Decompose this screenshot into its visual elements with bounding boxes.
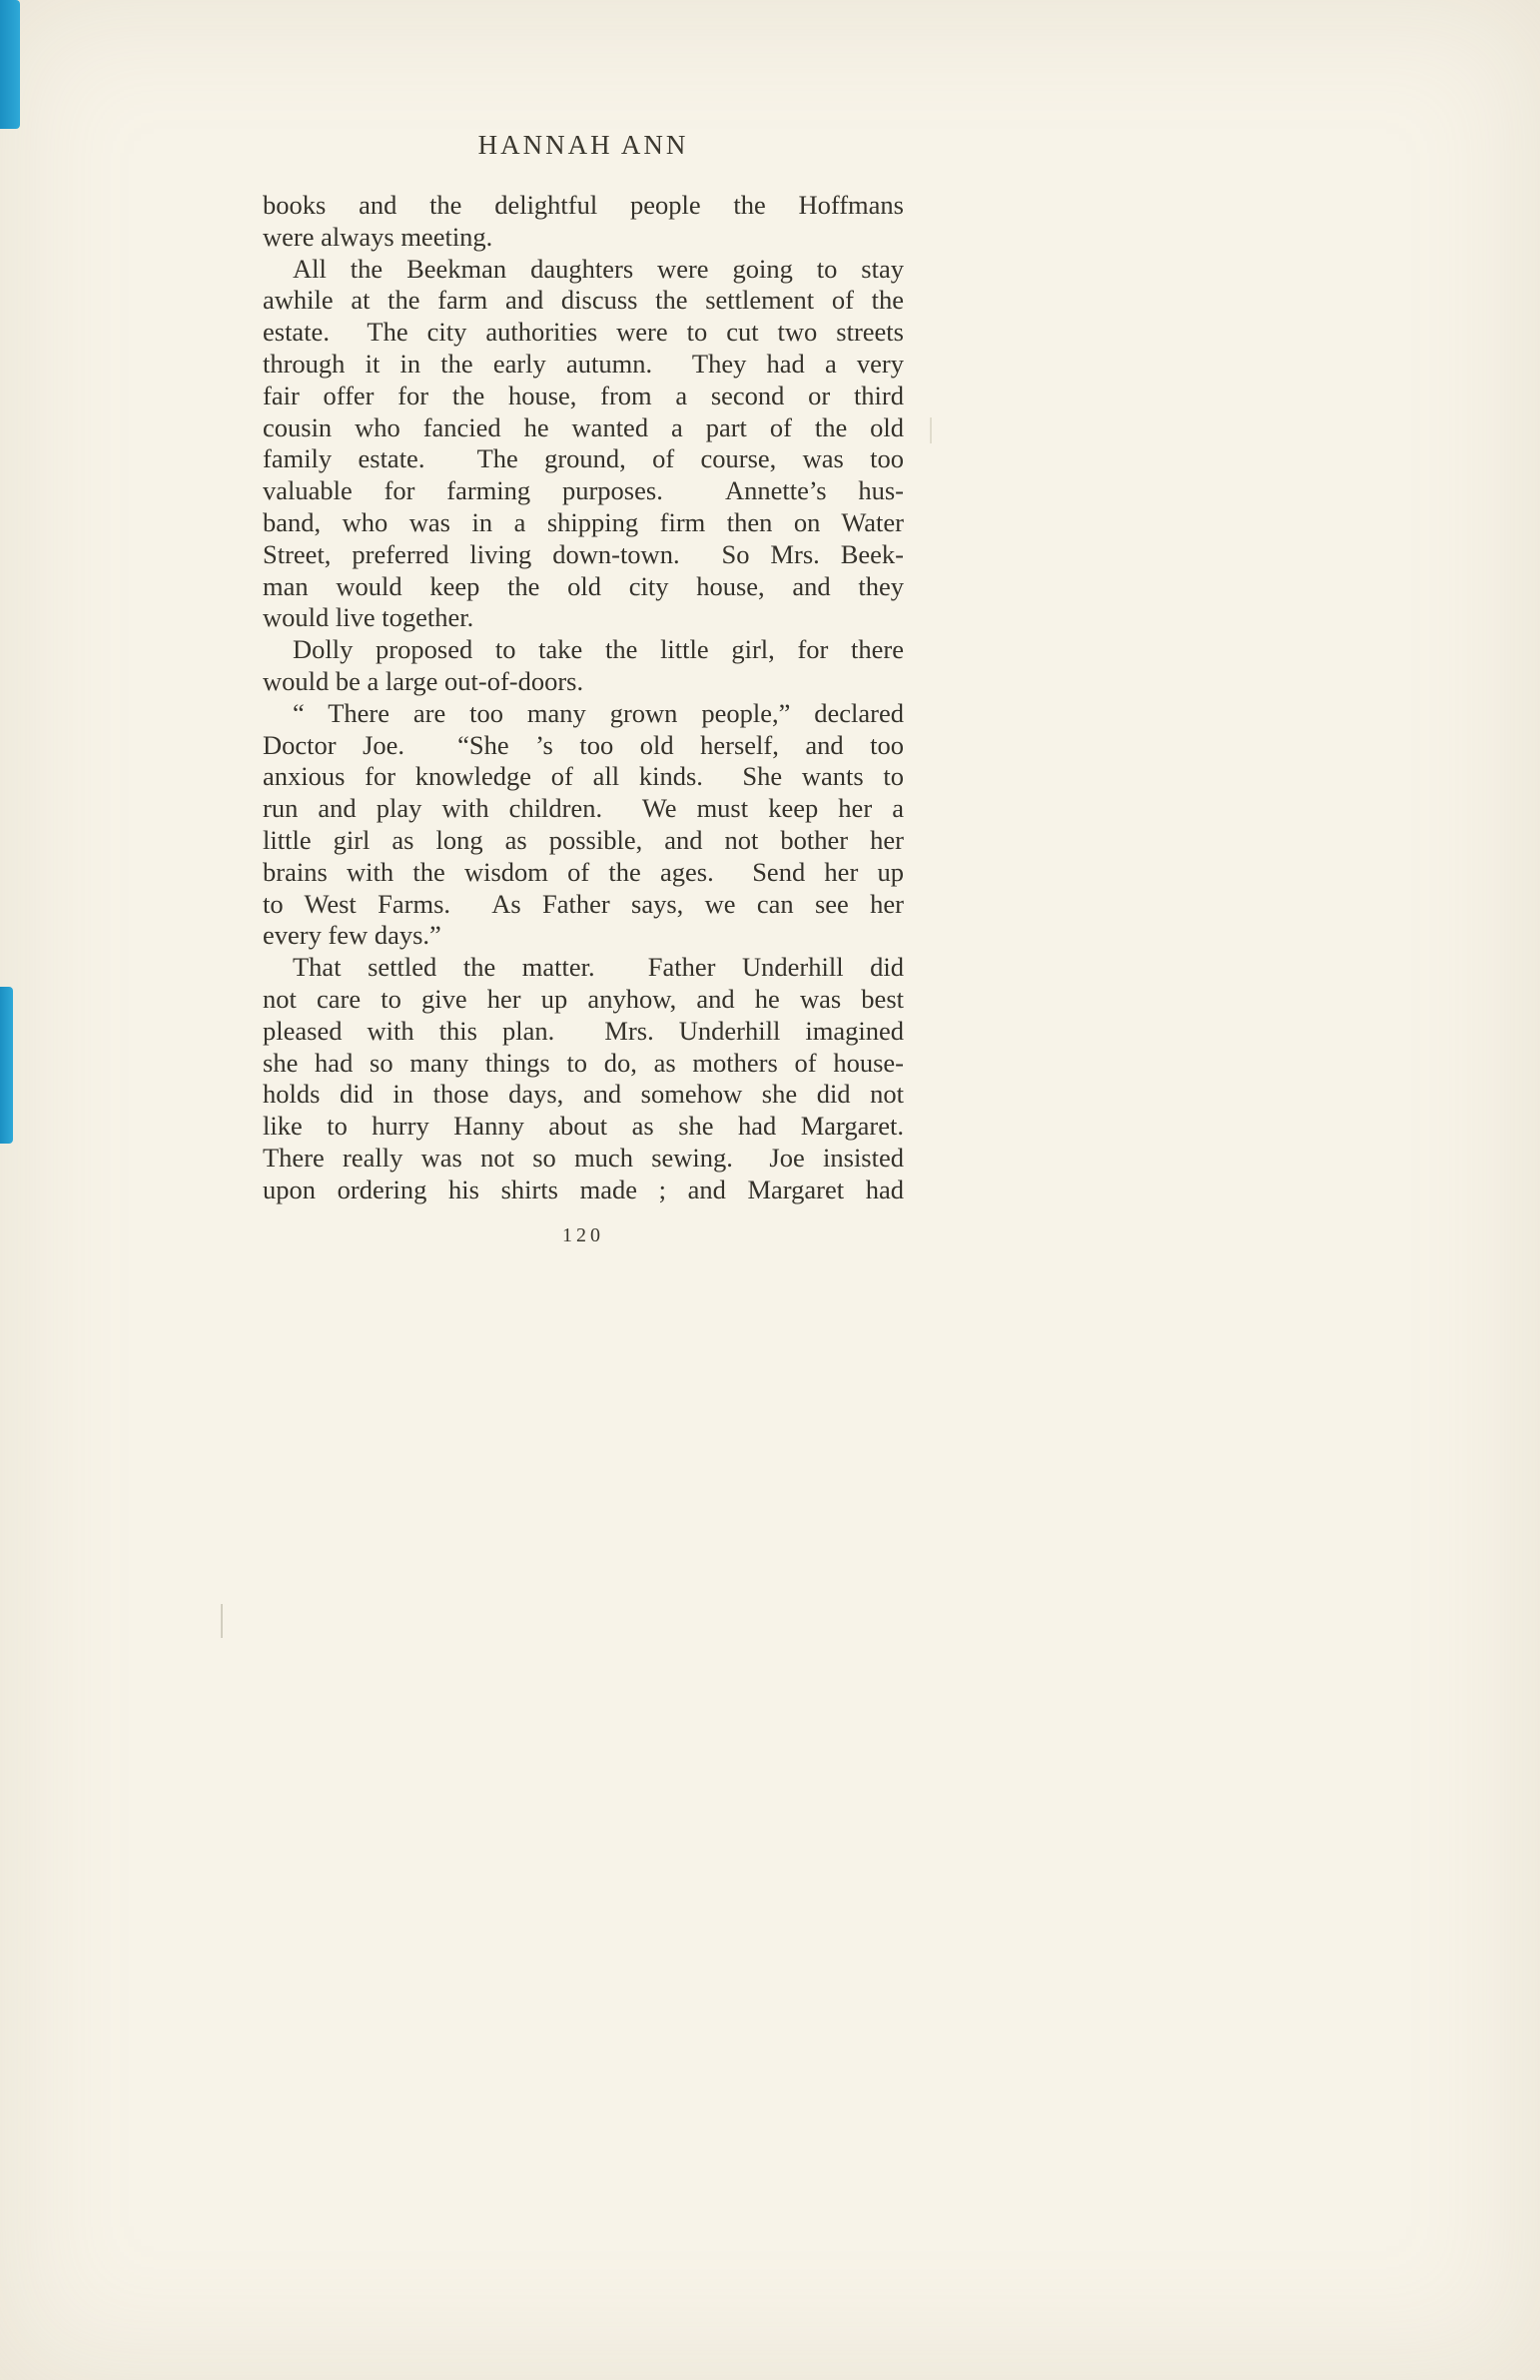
text-line: she had so many things to do, as mothers of house-: [263, 1047, 904, 1078]
text-line: valuable for farming purposes. Annette’s hus-: [263, 475, 904, 506]
text-block: [263, 130, 904, 1247]
text-line: “ There are too many grown people,” declared: [293, 697, 904, 728]
text-line: upon ordering his shirts made ; and Margaret had: [263, 1174, 904, 1204]
text-line: There really was not so much sewing. Joe insisted: [263, 1142, 904, 1173]
text-line: awhile at the farm and discuss the settlement of the: [263, 285, 904, 316]
text-line: not care to give her up anyhow, and he was best: [263, 983, 904, 1014]
text-line: fair offer for the house, from a second or third: [263, 380, 904, 410]
text-line: holds did in those days, and somehow she did not: [263, 1079, 904, 1110]
scan-artifact-top: [0, 0, 20, 129]
scan-mark-left: [221, 1604, 223, 1638]
page-number: 120: [562, 1223, 604, 1246]
text-line: family estate. The ground, of course, was too: [263, 443, 904, 474]
text-line: That settled the matter. Father Underhill did: [293, 952, 904, 983]
text-line: All the Beekman daughters were going to stay: [293, 253, 904, 284]
scan-artifact-middle: [0, 987, 13, 1144]
text-line: little girl as long as possible, and not bother her: [263, 824, 904, 855]
text-line: through it in the early autumn. They had a very: [263, 348, 904, 379]
text-line: Street, preferred living down-town. So Mrs. Beek-: [263, 538, 904, 569]
text-line: to West Farms. As Father says, we can see her: [263, 888, 904, 919]
text-line: books and the delightful people the Hoffmans: [263, 190, 904, 220]
text-line: cousin who fancied he wanted a part of the old: [263, 411, 904, 442]
text-line: would live together.: [263, 602, 474, 633]
text-line: Dolly proposed to take the little girl, for there: [293, 634, 904, 665]
text-line: would be a large out-of-doors.: [263, 665, 584, 696]
text-line: brains with the wisdom of the ages. Send her up: [263, 856, 904, 887]
text-line: like to hurry Hanny about as she had Margaret.: [263, 1111, 904, 1142]
text-line: pleased with this plan. Mrs. Underhill imagined: [263, 1015, 904, 1046]
text-line: estate. The city authorities were to cut two streets: [263, 317, 904, 348]
text-line: man would keep the old city house, and they: [263, 570, 904, 601]
text-line: every few days.”: [263, 920, 441, 951]
text-line: run and play with children. We must keep her a: [263, 793, 904, 824]
text-line: Doctor Joe. “She ’s too old herself, and too: [263, 729, 904, 760]
text-line: were always meeting.: [263, 221, 493, 252]
running-head-title: HANNAH ANN: [477, 130, 689, 160]
text-line: band, who was in a shipping firm then on Water: [263, 506, 904, 537]
scan-mark-right: [930, 417, 932, 443]
text-line: anxious for knowledge of all kinds. She wants to: [263, 761, 904, 792]
body-text: [263, 190, 904, 1206]
